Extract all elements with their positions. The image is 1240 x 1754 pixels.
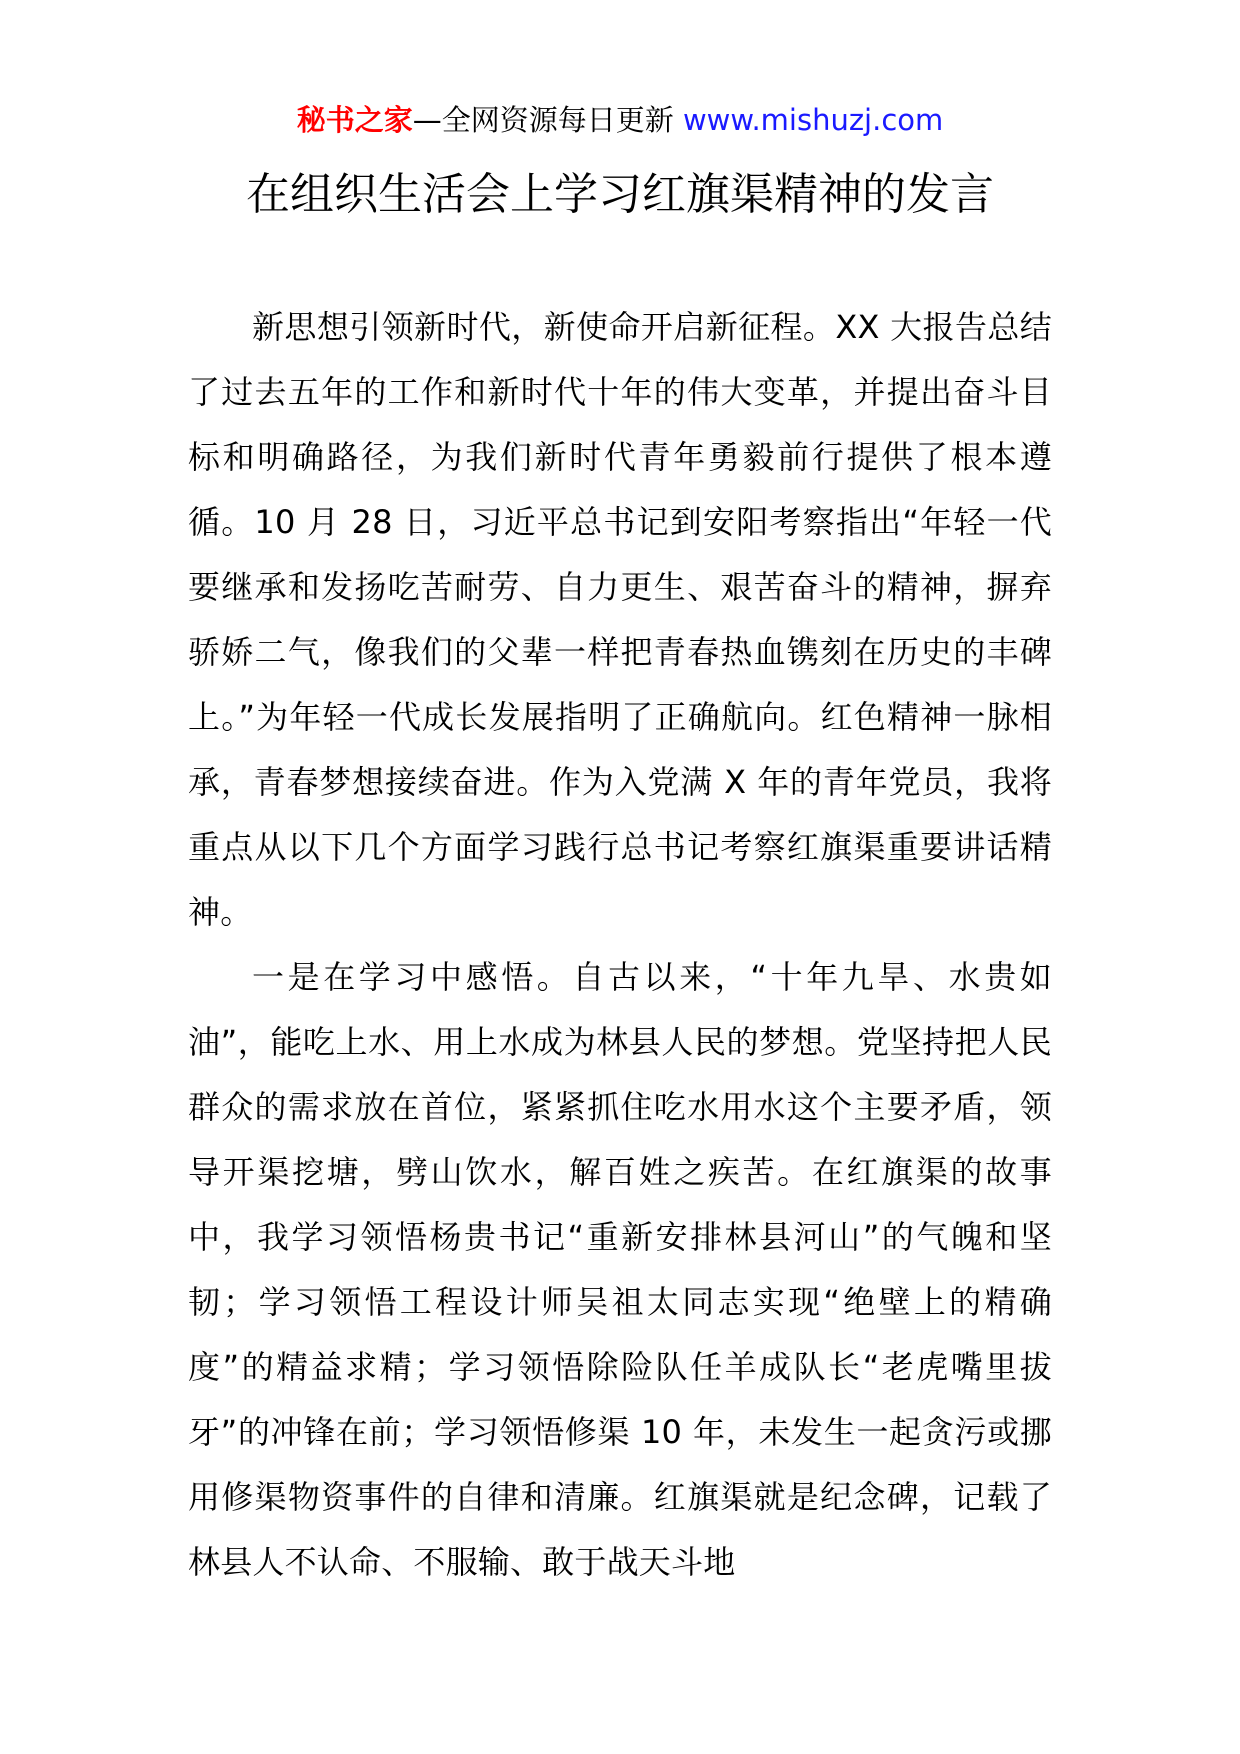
paragraph-intro: 新思想引领新时代，新使命开启新征程。XX 大报告总结了过去五年的工作和新时代十年的伟大变革，并提出奋斗目标和明确路径，为我们新时代青年勇毅前行提供了根本遵循。10 月 28 日，习近平总书记到安阳考察指出“年轻一代要继承和发扬吃苦耐劳、自力更生、艰苦奋斗的精神，摒弃骄娇二气，像我们的父辈一样把青春热血镌刻在历史的丰碑上。”为年轻一代成长发展指明了正确航向。红色精神一脉相承，青春梦想接续奋进。作为入党满 X 年的青年党员，我将重点从以下几个方面学习践行总书记考察红旗渠重要讲话精神。 [188,308,1052,931]
document-title: 在组织生活会上学习红旗渠精神的发言 [246,169,994,220]
document-body [188,295,1052,1595]
paragraph-first-point: 一是在学习中感悟。自古以来，“十年九旱、水贵如油”，能吃上水、用上水成为林县人民的梦想。党坚持把人民群众的需求放在首位，紧紧抓住吃水用水这个主要矛盾，领导开渠挖塘，劈山饮水，解百姓之疾苦。在红旗渠的故事中，我学习领悟杨贵书记“重新安排林县河山”的气魄和坚韧；学习领悟工程设计师吴祖太同志实现“绝壁上的精确度”的精益求精；学习领悟除险队任羊成队长“老虎嘴里拔牙”的冲锋在前；学习领悟修渠 10 年，未发生一起贪污或挪用修渠物资事件的自律和清廉。红旗渠就是纪念碑，记载了林县人不认命、不服输、敢于战天斗地 [188,958,1052,1581]
site-url-link[interactable]: www.mishuzj.com [682,103,944,137]
site-slogan: —全网资源每日更新 [412,103,683,137]
site-header [0,100,1240,140]
brand-name: 秘书之家 [296,103,413,137]
